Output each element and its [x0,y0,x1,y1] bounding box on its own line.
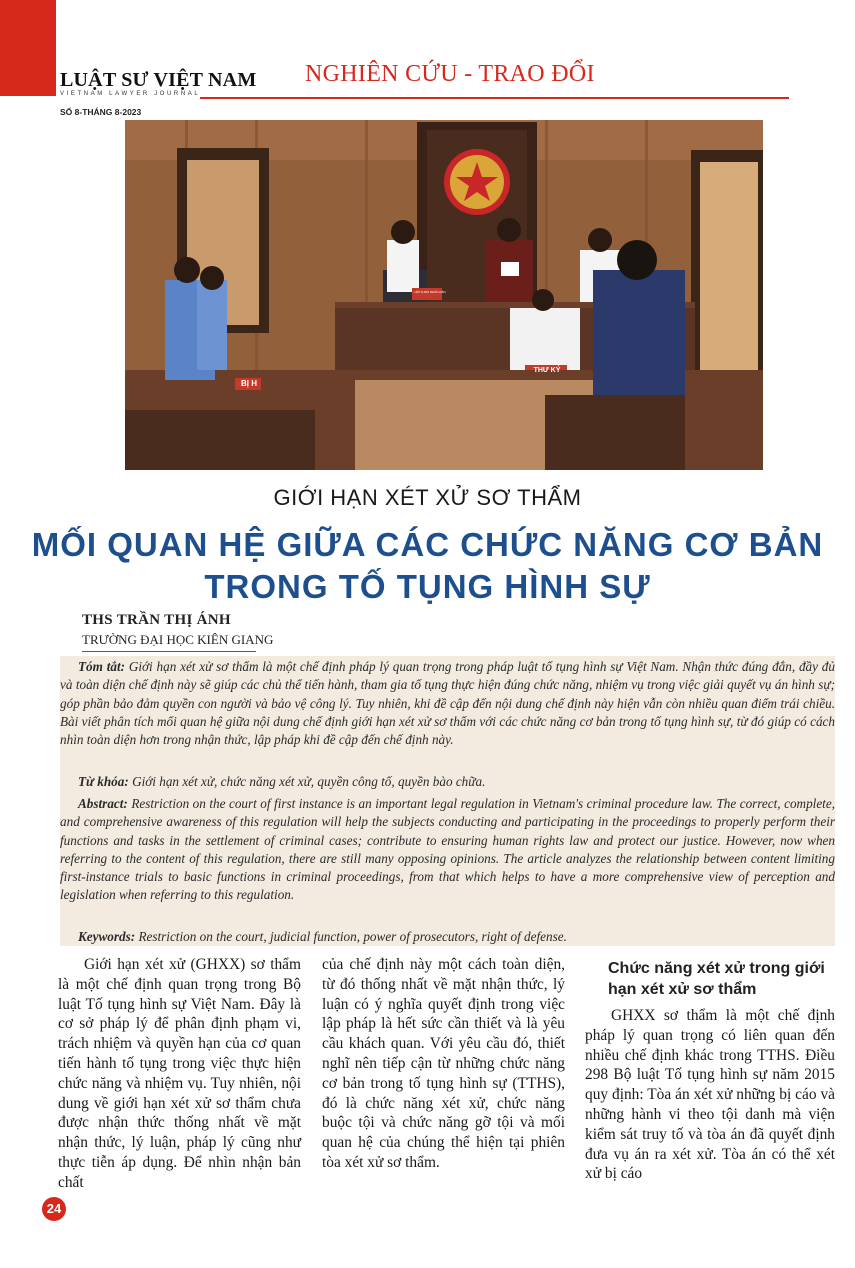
summary-label: Tóm tắt: [78,659,126,674]
keywords-vi-label: Từ khóa: [78,774,129,789]
keywords-vi [60,773,835,791]
affiliation-underline [82,651,256,652]
keywords-en [60,928,835,946]
desk-label-clerk: THƯ KÝ [533,367,561,374]
abstract-en-label: Abstract: [78,796,128,811]
article-kicker: GIỚI HẠN XÉT XỬ SƠ THẨM [273,485,582,510]
headline-line-1: MỐI QUAN HỆ GIỮA CÁC CHỨC NĂNG CƠ BẢN [31,526,824,563]
article-headline [0,524,855,608]
summary-vi [60,658,835,749]
page-number: 24 [42,1197,66,1221]
headline-line-2: TRONG TỐ TỤNG HÌNH SỰ [204,568,651,605]
body-column-2: của chế định này một cách toàn diện, từ đó thống nhất về mặt nhận thức, lý luận có ý nghĩa quyết định trong việc lập pháp là hết sức cần thiết và là yêu cầu khách quan. Với yêu cầu đó, thiết nghĩ nên tiếp cận từ những chức năng cơ bản trong tố tụng hình sự (TTHS), đó là chức năng xét xử, chức năng buộc tội và chức năng gỡ tội và mối quan hệ của chúng thể hiện tại phiên tòa xét xử sơ thẩm. [322,956,565,1171]
abstract-en [60,795,835,905]
header-rule [200,97,789,99]
desk-label-side: BỊ H [241,379,257,388]
keywords-vi-text: Giới hạn xét xử, chức năng xét xử, quyền công tố, quyền bào chữa. [128,774,486,789]
author-affiliation: TRƯỜNG ĐẠI HỌC KIÊN GIANG [82,632,274,647]
desk-label-left: HỘI THẨM NHÂN DÂN [414,290,446,294]
author-name: THS TRẦN THỊ ÁNH [82,612,231,628]
issue-label: SỐ 8-THÁNG 8-2023 [60,107,142,117]
courtroom-illustration [125,120,763,470]
magazine-name: LUẬT SƯ VIỆT NAM [60,69,257,91]
red-corner-block [0,0,56,96]
magazine-subtitle: VIETNAM LAWYER JOURNAL [60,91,201,97]
section-title: NGHIÊN CỨU - TRAO ĐỔI [305,61,595,87]
abstract-en-text: Restriction on the court of first instance is an important legal regulation in Vietnam's criminal procedure law. The correct, complete, and comprehensive awareness of this regulation will help the subjects conducting and participating in the proceedings to properly perform their functions and tasks in the settlement of criminal cases; contribute to ensuring human rights law and protect our justice. However, now when referring to the content of this regulation, there are still many opposing opinions. The article analyzes the relationship between content limiting first-instance trials to basic functions in criminal proceedings, from that which helps to have a more comprehensive view of perception and legislation when referring to this regulation. [60,796,835,903]
body-column-3: GHXX sơ thẩm là một chế định pháp lý quan trọng có liên quan đến nhiều chế định khác trong TTHS. Điều 298 Bộ luật Tố tụng hình sự năm 2015 quy định: Tòa án xét xử những bị cáo và những hành vi theo tội danh mà viện kiểm sát truy tố và tòa án đã quyết định đưa vụ án ra xét xử. Tòa án có thể xét xử bị cáo [585,1007,835,1183]
body-column-1: Giới hạn xét xử (GHXX) sơ thẩm là một chế định quan trọng trong Bộ luật Tố tụng hình sự Việt Nam. Đây là cơ sở pháp lý để phân định phạm vi, trách nhiệm và quyền hạn của cơ quan tiến hành tố tụng trong việc thực hiện chức năng và nhiệm vụ. Tuy nhiên, nội dung về giới hạn xét xử sơ thẩm chưa được nhận thức thống nhất về mặt nhận thức, lý luận, pháp lý cũng như thực tiễn áp dụng. Để nhìn nhận bản chất [58,956,301,1191]
courtroom-photo [125,120,763,470]
section-heading: Chức năng xét xử trong giới hạn xét xử sơ thẩm [608,960,825,998]
keywords-en-label: Keywords: [78,929,136,944]
summary-text: Giới hạn xét xử sơ thẩm là một chế định pháp lý quan trọng trong pháp luật tố tụng hình sự Việt Nam. Nhận thức đúng đắn, đầy đủ và toàn diện chế định này sẽ giúp các chủ thể tiến hành, tham gia tố tụng thực hiện đúng chức năng, nhiệm vụ trong việc giải quyết vụ án hình sự; góp phần bảo đảm quyền con người và bảo vệ công lý. Tuy nhiên, khi đề cập đến nội dung chế định này hiện vẫn còn nhiều quan điểm trái chiều. Bài viết phân tích mối quan hệ giữa nội dung chế định giới hạn xét xử sơ thẩm với các chức năng cơ bản trong tố tụng hình sự, từ đó giúp có cách nhìn toàn diện hơn trong nhận thức, lập pháp khi đề cập đến chế định này. [60,659,835,748]
keywords-en-text: Restriction on the court, judicial function, power of prosecutors, right of defense. [135,929,567,944]
